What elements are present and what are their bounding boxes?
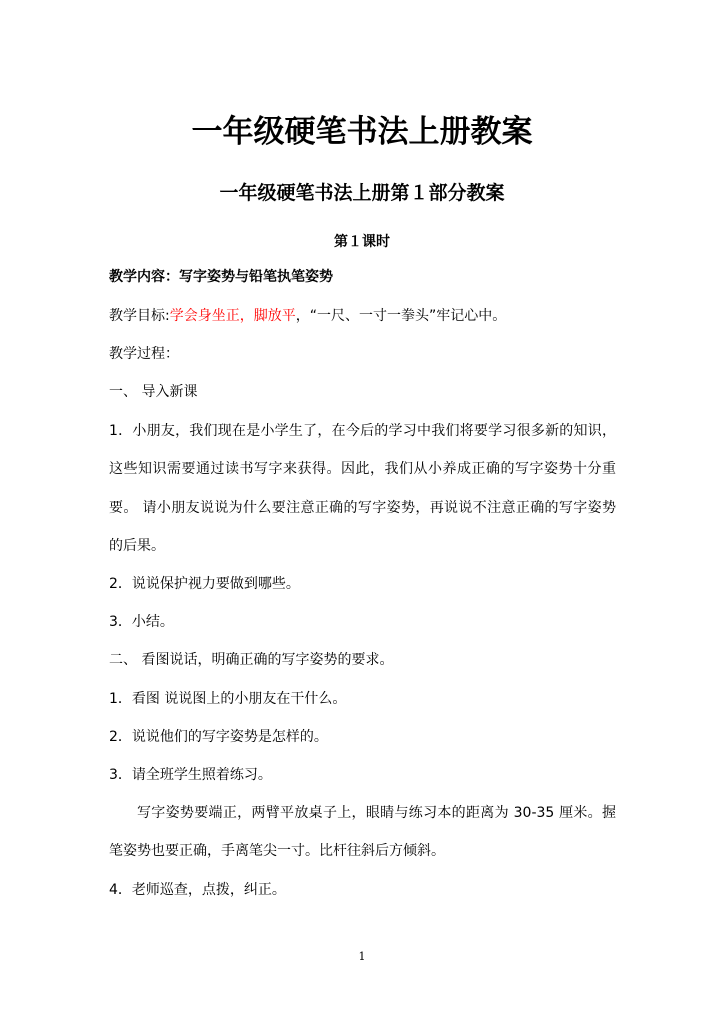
section1-item-2: 2．说说保护视力要做到哪些。: [109, 576, 300, 592]
document-subtitle: 一年级硬笔书法上册第１部分教案: [219, 182, 505, 204]
section2-heading: 二、 看图说话，明确正确的写字姿势的要求。: [109, 652, 394, 668]
section1-item-1: 1．小朋友，我们现在是小学生了，在今后的学习中我们将要学习很多新的知识，这些知识需要通过读书写字来获得。因此，我们从小养成正确的写字姿势十分重要。 请小朋友说说为什么要注意正确的写字姿势，再说说不注意正确的写字姿势的后果。: [109, 423, 616, 555]
goal-label: 教学目标:: [109, 308, 170, 324]
section2-paragraph: 写字姿势要端正，两臂平放桌子上，眼睛与练习本的距离为 30-35 厘米。握笔姿势也要正确，手离笔尖一寸。比杆往斜后方倾斜。: [109, 805, 616, 860]
section2-item-2: 2．说说他们的写字姿势是怎样的。: [109, 729, 328, 745]
content-label: 教学内容：写字姿势与铅笔执笔姿势: [109, 269, 333, 285]
section1-heading: 一、 导入新课: [109, 384, 198, 400]
process-label: 教学过程：: [109, 346, 179, 362]
section1-item-3: 3．小结。: [109, 614, 174, 630]
section2-item-4: 4．老师巡查，点拨，纠正。: [109, 882, 286, 898]
lesson-heading: 第１课时: [334, 234, 390, 250]
page-number: 1: [358, 950, 366, 963]
section2-item-1: 1．看图 说说图上的小朋友在干什么。: [109, 691, 347, 707]
section2-item-3: 3．请全班学生照着练习。: [109, 767, 272, 783]
teaching-goal: [109, 306, 506, 326]
goal-highlight: 学会身坐正，脚放平: [169, 308, 296, 324]
goal-rest: ，“一尺、一寸一拳头”牢记心中。: [295, 308, 507, 324]
document-title: 一年级硬笔书法上册教案: [191, 114, 533, 150]
